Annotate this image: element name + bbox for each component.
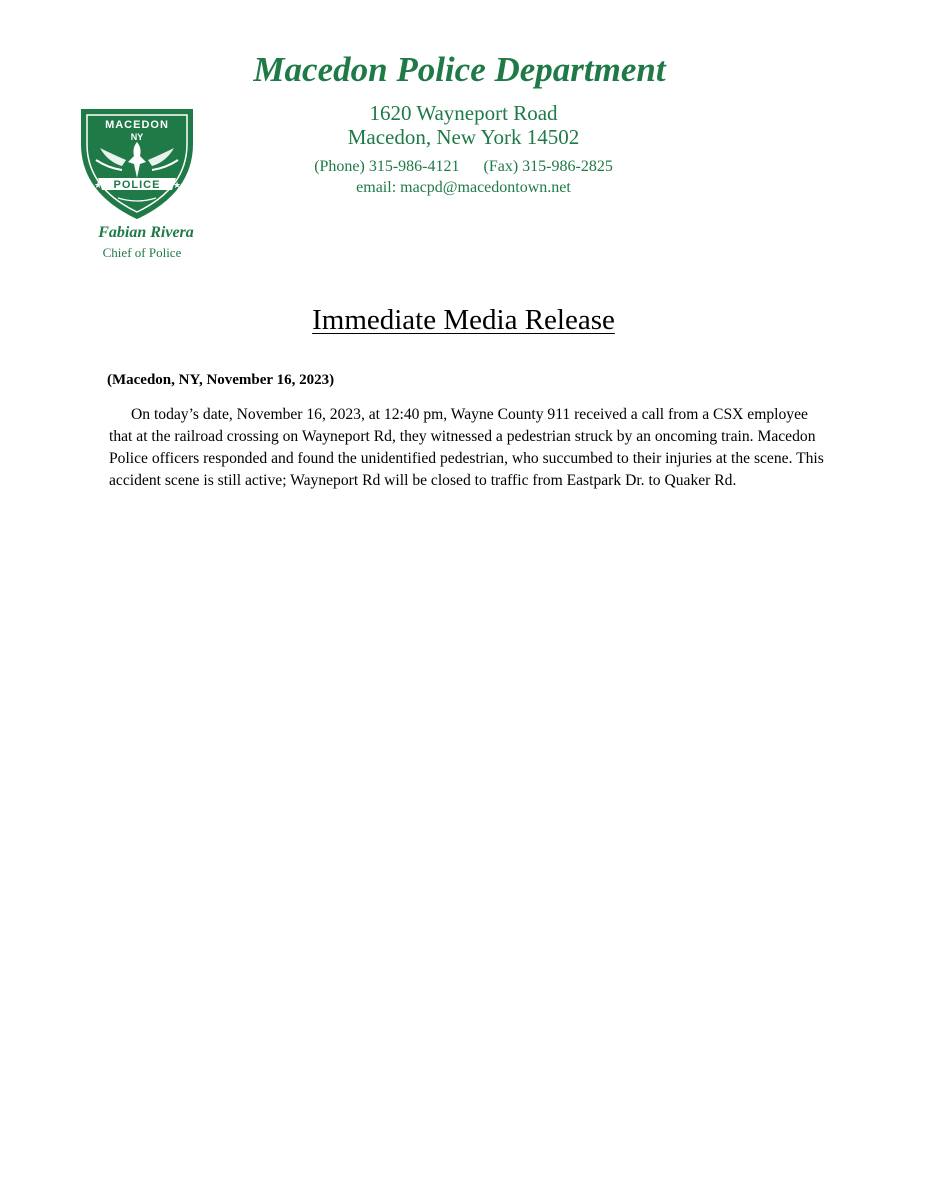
release-body: On today’s date, November 16, 2023, at 12:40 pm, Wayne County 911 received a call from a CSX employee that at the railroad crossing on Wayneport Rd, they witnessed a pedestrian struck by an oncoming train. Macedon Police officers responded and found the unidentified pedestrian, who succumbed to their injuries at the scene. This accident scene is still active; Wayneport Rd will be closed to traffic from Eastpark Dr. to Quaker Rd.: [109, 406, 824, 489]
svg-text:★: ★: [94, 181, 103, 191]
address-line-1: 1620 Wayneport Road: [369, 101, 558, 125]
address-line-2: Macedon, New York 14502: [347, 125, 580, 149]
chief-title: Chief of Police: [102, 245, 182, 260]
release-dateline: (Macedon, NY, November 16, 2023): [107, 372, 335, 388]
seal-banner-text: POLICE: [113, 179, 161, 191]
phone-number: (Phone) 315-986-4121: [314, 158, 460, 175]
seal-state-text: NY: [130, 132, 144, 142]
email-address: email: macpd@macedontown.net: [356, 179, 571, 196]
department-name-text: Macedon Police Department: [253, 50, 666, 89]
department-name: [0, 50, 927, 90]
fax-number: (Fax) 315-986-2825: [483, 158, 613, 175]
chief-name: Fabian Rivera: [98, 224, 194, 241]
release-title: Immediate Media Release: [312, 304, 615, 336]
police-badge-seal-icon: [78, 104, 196, 222]
seal-top-text: MACEDON: [105, 119, 169, 131]
svg-text:★: ★: [173, 181, 182, 191]
